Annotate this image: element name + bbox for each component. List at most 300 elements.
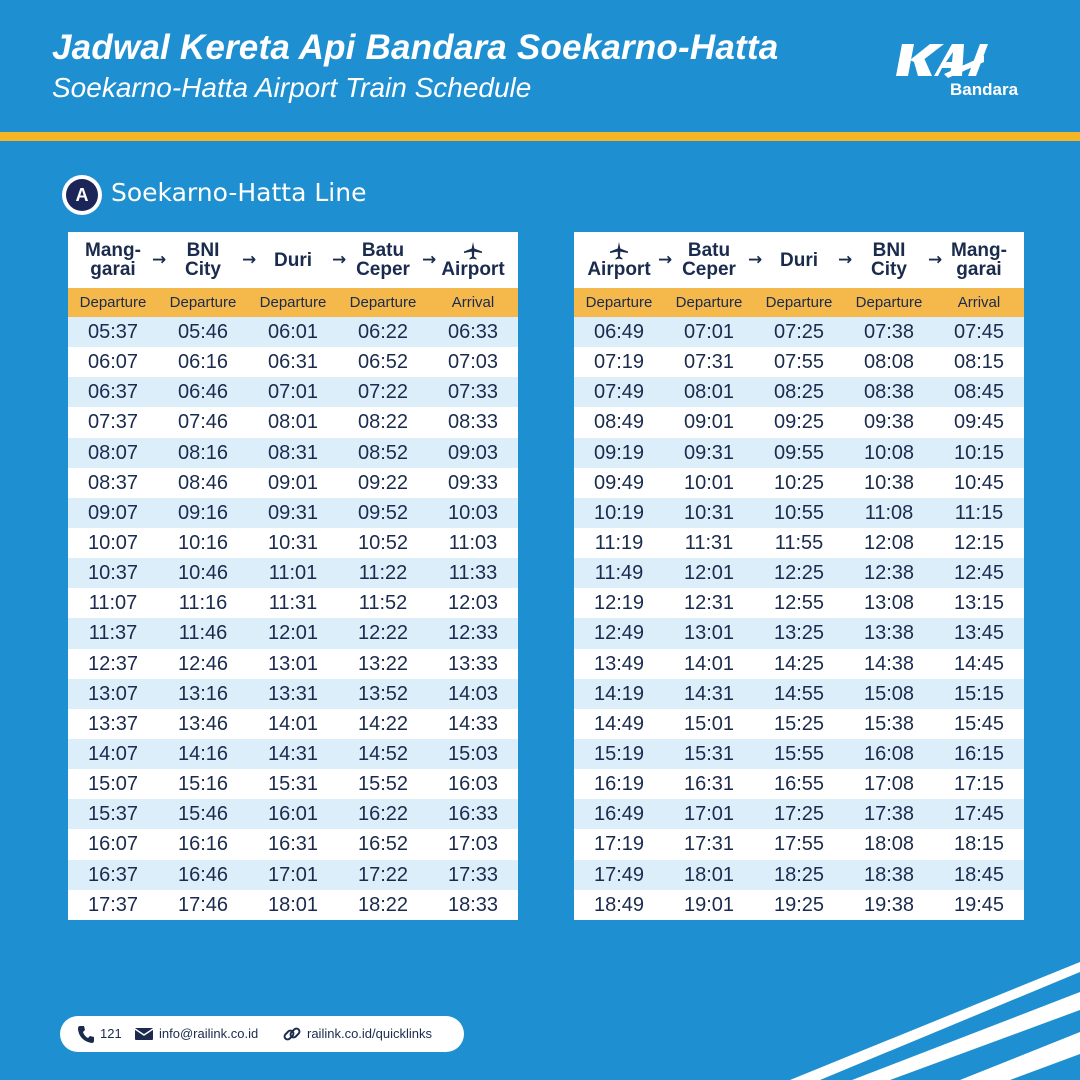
time-cell: 14:07 bbox=[87, 742, 139, 765]
time-cell: 13:38 bbox=[863, 622, 915, 645]
table-row bbox=[574, 890, 1024, 920]
time-cell: 07:46 bbox=[177, 411, 229, 434]
time-cell: 14:49 bbox=[593, 712, 645, 735]
station-name-line2: Ceper bbox=[356, 259, 410, 280]
time-cell: 14:55 bbox=[773, 682, 825, 705]
arrow-right-icon: → bbox=[242, 250, 257, 270]
time-cell: 13:25 bbox=[773, 622, 825, 645]
time-cell: 10:01 bbox=[683, 471, 735, 494]
time-cell: 09:19 bbox=[593, 441, 645, 464]
time-cell: 14:33 bbox=[447, 712, 499, 735]
arrow-right-icon: → bbox=[332, 250, 347, 270]
time-cell: 08:01 bbox=[683, 381, 735, 404]
station-header-row bbox=[68, 232, 518, 288]
time-cell: 09:16 bbox=[177, 501, 229, 524]
table-row bbox=[68, 498, 518, 528]
time-cell: 07:01 bbox=[683, 321, 735, 343]
table-row bbox=[574, 799, 1024, 829]
time-cell: 07:33 bbox=[447, 381, 499, 404]
contact-bar bbox=[60, 1016, 464, 1052]
table-row bbox=[574, 860, 1024, 890]
time-cell: 17:03 bbox=[447, 833, 499, 856]
table-row bbox=[68, 317, 518, 347]
airplane-icon bbox=[463, 242, 483, 260]
time-cell: 17:33 bbox=[447, 863, 499, 886]
time-cell: 12:55 bbox=[773, 592, 825, 615]
envelope-icon bbox=[134, 1024, 154, 1044]
time-cell: 17:15 bbox=[953, 773, 1005, 796]
airplane-icon bbox=[609, 242, 629, 260]
station-header bbox=[158, 232, 248, 288]
time-cell: 08:46 bbox=[177, 471, 229, 494]
time-cell: 15:31 bbox=[683, 742, 735, 765]
time-cell: 14:01 bbox=[683, 652, 735, 675]
time-cell: 07:31 bbox=[683, 351, 735, 374]
time-cell: 16:31 bbox=[683, 773, 735, 796]
contact-website[interactable]: railink.co.id/quicklinks bbox=[307, 1026, 432, 1041]
time-cell: 16:08 bbox=[863, 742, 915, 765]
time-cell: 10:46 bbox=[177, 562, 229, 585]
station-name-line1: Mang- bbox=[85, 240, 141, 261]
table-row bbox=[574, 829, 1024, 859]
table-row bbox=[574, 528, 1024, 558]
time-cell: 16:19 bbox=[593, 773, 645, 796]
station-header bbox=[248, 232, 338, 288]
schedule-table-inbound bbox=[574, 232, 1024, 920]
time-cell: 18:25 bbox=[773, 863, 825, 886]
time-cell: 15:08 bbox=[863, 682, 915, 705]
time-cell: 07:37 bbox=[87, 411, 139, 434]
time-cell: 12:46 bbox=[177, 652, 229, 675]
station-name-line2: Duri bbox=[780, 249, 818, 271]
time-cell: 12:03 bbox=[447, 592, 499, 615]
time-cell: 09:22 bbox=[357, 471, 409, 494]
station-name-line2: Airport bbox=[587, 258, 651, 280]
time-cell: 08:01 bbox=[267, 411, 319, 434]
time-cell: 09:31 bbox=[683, 441, 735, 464]
time-cell: 07:19 bbox=[593, 351, 645, 374]
time-cell: 07:49 bbox=[593, 381, 645, 404]
time-cell: 08:08 bbox=[863, 351, 915, 374]
table-row bbox=[68, 588, 518, 618]
time-cell: 14:01 bbox=[267, 712, 319, 735]
time-cell: 11:08 bbox=[864, 501, 914, 524]
time-cell: 13:01 bbox=[683, 622, 735, 645]
time-cell: 15:45 bbox=[953, 712, 1005, 735]
time-cell: 07:22 bbox=[357, 381, 409, 404]
time-cell: 10:25 bbox=[773, 471, 825, 494]
station-name-line2: City bbox=[871, 259, 907, 280]
table-row bbox=[574, 769, 1024, 799]
time-cell: 10:19 bbox=[593, 501, 645, 524]
table-row bbox=[574, 407, 1024, 437]
time-cell: 08:52 bbox=[357, 441, 409, 464]
table-row bbox=[574, 468, 1024, 498]
table-row bbox=[68, 558, 518, 588]
time-cell: 09:01 bbox=[267, 471, 319, 494]
time-cell: 16:01 bbox=[267, 803, 319, 826]
time-cell: 09:03 bbox=[447, 441, 499, 464]
time-cell: 09:49 bbox=[593, 471, 645, 494]
time-cell: 08:38 bbox=[863, 381, 915, 404]
station-header bbox=[754, 232, 844, 288]
time-cell: 10:31 bbox=[267, 531, 319, 554]
time-cell: 14:19 bbox=[593, 682, 645, 705]
time-cell: 19:38 bbox=[863, 893, 915, 916]
time-cell: 15:07 bbox=[87, 773, 139, 796]
time-cell: 17:01 bbox=[267, 863, 319, 886]
time-cell: 13:37 bbox=[87, 712, 139, 735]
time-cell: 15:46 bbox=[177, 803, 229, 826]
table-row bbox=[68, 407, 518, 437]
table-row bbox=[574, 347, 1024, 377]
time-cell: 10:03 bbox=[447, 501, 499, 524]
time-cell: 16:31 bbox=[267, 833, 319, 856]
direction-type-row bbox=[68, 288, 518, 317]
time-cell: 13:31 bbox=[267, 682, 319, 705]
table-row bbox=[574, 438, 1024, 468]
time-cell: 10:52 bbox=[357, 531, 409, 554]
time-cell: 10:37 bbox=[87, 562, 139, 585]
time-cell: 15:03 bbox=[447, 742, 499, 765]
time-cell: 07:45 bbox=[953, 321, 1005, 343]
table-row bbox=[68, 649, 518, 679]
time-cell: 12:33 bbox=[447, 622, 499, 645]
table-row bbox=[68, 468, 518, 498]
time-cell: 16:15 bbox=[953, 742, 1005, 765]
time-cell: 18:01 bbox=[683, 863, 735, 886]
time-cell: 13:33 bbox=[447, 652, 499, 675]
time-cell: 14:52 bbox=[357, 742, 409, 765]
arrow-right-icon: → bbox=[838, 250, 853, 270]
time-cell: 11:07 bbox=[88, 592, 138, 615]
station-header-row bbox=[574, 232, 1024, 288]
table-row bbox=[68, 709, 518, 739]
time-cell: 16:22 bbox=[357, 803, 409, 826]
station-header bbox=[68, 232, 158, 288]
time-cell: 16:37 bbox=[87, 863, 139, 886]
time-cell: 13:01 bbox=[267, 652, 319, 675]
table-row bbox=[68, 377, 518, 407]
time-cell: 06:37 bbox=[87, 381, 139, 404]
station-header bbox=[664, 232, 754, 288]
table-row bbox=[574, 317, 1024, 347]
time-cell: 12:15 bbox=[953, 531, 1005, 554]
time-cell: 09:25 bbox=[773, 411, 825, 434]
time-cell: 15:52 bbox=[357, 773, 409, 796]
time-cell: 16:55 bbox=[773, 773, 825, 796]
station-name-line2: Duri bbox=[274, 249, 312, 271]
column-type-label: Arrival bbox=[451, 294, 495, 311]
time-cell: 13:07 bbox=[87, 682, 139, 705]
station-name-line1: BNI bbox=[186, 240, 220, 261]
time-cell: 08:33 bbox=[447, 411, 499, 434]
time-cell: 06:46 bbox=[177, 381, 229, 404]
time-cell: 17:08 bbox=[863, 773, 915, 796]
time-cell: 10:08 bbox=[863, 441, 915, 464]
time-cell: 15:38 bbox=[863, 712, 915, 735]
column-type-label: Departure bbox=[349, 294, 417, 311]
time-cell: 11:55 bbox=[774, 531, 824, 554]
time-cell: 05:37 bbox=[87, 321, 139, 343]
column-type-label: Departure bbox=[169, 294, 237, 311]
time-cell: 16:16 bbox=[177, 833, 229, 856]
time-cell: 09:33 bbox=[447, 471, 499, 494]
table-row bbox=[68, 860, 518, 890]
time-cell: 08:45 bbox=[953, 381, 1005, 404]
table-row bbox=[68, 890, 518, 920]
accent-bar bbox=[0, 132, 1080, 141]
time-cell: 06:22 bbox=[357, 321, 409, 343]
time-cell: 09:38 bbox=[863, 411, 915, 434]
time-cell: 10:38 bbox=[863, 471, 915, 494]
time-cell: 09:52 bbox=[357, 501, 409, 524]
table-row bbox=[68, 739, 518, 769]
column-type-label: Departure bbox=[855, 294, 923, 311]
time-cell: 06:01 bbox=[267, 321, 319, 343]
column-type-label: Arrival bbox=[957, 294, 1001, 311]
line-name: Soekarno-Hatta Line bbox=[111, 178, 367, 207]
time-cell: 05:46 bbox=[177, 321, 229, 343]
time-cell: 06:49 bbox=[593, 321, 645, 343]
station-name-line1: Batu bbox=[361, 240, 405, 261]
table-row bbox=[68, 679, 518, 709]
table-row bbox=[68, 528, 518, 558]
station-name-line2: City bbox=[185, 259, 221, 280]
time-cell: 17:45 bbox=[953, 803, 1005, 826]
time-cell: 18:15 bbox=[953, 833, 1005, 856]
table-row bbox=[68, 618, 518, 648]
time-cell: 19:01 bbox=[683, 893, 735, 916]
table-row bbox=[68, 799, 518, 829]
table-row bbox=[68, 438, 518, 468]
time-cell: 17:01 bbox=[683, 803, 735, 826]
time-cell: 13:49 bbox=[593, 652, 645, 675]
station-name-line1: Mang- bbox=[951, 240, 1007, 261]
time-cell: 12:19 bbox=[593, 592, 645, 615]
time-cell: 18:01 bbox=[267, 893, 319, 916]
time-cell: 18:49 bbox=[593, 893, 645, 916]
time-cell: 14:45 bbox=[953, 652, 1005, 675]
table-row bbox=[574, 558, 1024, 588]
time-cell: 12:38 bbox=[863, 562, 915, 585]
time-cell: 10:07 bbox=[87, 531, 139, 554]
time-cell: 17:46 bbox=[177, 893, 229, 916]
time-cell: 12:25 bbox=[773, 562, 825, 585]
time-cell: 13:46 bbox=[177, 712, 229, 735]
time-cell: 11:15 bbox=[954, 501, 1004, 524]
time-cell: 16:03 bbox=[447, 773, 499, 796]
time-cell: 11:19 bbox=[594, 531, 644, 554]
station-header bbox=[934, 232, 1024, 288]
time-cell: 14:22 bbox=[357, 712, 409, 735]
time-cell: 08:25 bbox=[773, 381, 825, 404]
time-cell: 08:49 bbox=[593, 411, 645, 434]
time-cell: 14:16 bbox=[177, 742, 229, 765]
arrow-right-icon: → bbox=[928, 250, 943, 270]
time-cell: 12:37 bbox=[87, 652, 139, 675]
time-cell: 16:49 bbox=[593, 803, 645, 826]
time-cell: 12:01 bbox=[267, 622, 319, 645]
page-title: Jadwal Kereta Api Bandara Soekarno-Hatta bbox=[52, 28, 779, 67]
schedule-table-outbound bbox=[68, 232, 518, 920]
time-cell: 07:55 bbox=[773, 351, 825, 374]
time-cell: 09:31 bbox=[267, 501, 319, 524]
time-cell: 11:31 bbox=[684, 531, 734, 554]
station-header bbox=[574, 232, 664, 288]
table-row bbox=[574, 649, 1024, 679]
time-cell: 19:25 bbox=[773, 893, 825, 916]
time-cell: 16:46 bbox=[177, 863, 229, 886]
time-cell: 16:33 bbox=[447, 803, 499, 826]
table-row bbox=[574, 709, 1024, 739]
column-type-label: Departure bbox=[585, 294, 653, 311]
time-cell: 11:52 bbox=[358, 592, 408, 615]
line-badge-letter: A bbox=[66, 179, 98, 211]
time-cell: 18:33 bbox=[447, 893, 499, 916]
table-row bbox=[574, 679, 1024, 709]
time-cell: 08:22 bbox=[357, 411, 409, 434]
contact-email[interactable]: info@railink.co.id bbox=[159, 1026, 259, 1041]
time-cell: 11:01 bbox=[268, 562, 318, 585]
time-cell: 13:15 bbox=[953, 592, 1005, 615]
time-cell: 17:25 bbox=[773, 803, 825, 826]
time-cell: 11:49 bbox=[594, 562, 644, 585]
line-badge bbox=[62, 175, 102, 215]
time-cell: 17:49 bbox=[593, 863, 645, 886]
time-cell: 13:08 bbox=[863, 592, 915, 615]
time-cell: 07:01 bbox=[267, 381, 319, 404]
time-cell: 08:37 bbox=[87, 471, 139, 494]
time-cell: 07:03 bbox=[447, 351, 499, 374]
column-type-label: Departure bbox=[259, 294, 327, 311]
time-cell: 18:45 bbox=[953, 863, 1005, 886]
time-cell: 12:31 bbox=[683, 592, 735, 615]
time-cell: 10:55 bbox=[773, 501, 825, 524]
time-cell: 12:49 bbox=[593, 622, 645, 645]
time-cell: 17:38 bbox=[863, 803, 915, 826]
decorative-stripes bbox=[760, 950, 1080, 1080]
time-cell: 18:22 bbox=[357, 893, 409, 916]
time-cell: 13:45 bbox=[953, 622, 1005, 645]
link-icon bbox=[282, 1024, 302, 1044]
time-cell: 13:52 bbox=[357, 682, 409, 705]
time-cell: 11:31 bbox=[268, 592, 318, 615]
time-cell: 07:38 bbox=[863, 321, 915, 343]
time-cell: 17:19 bbox=[593, 833, 645, 856]
time-cell: 17:31 bbox=[683, 833, 735, 856]
direction-type-row bbox=[574, 288, 1024, 317]
station-header bbox=[338, 232, 428, 288]
time-cell: 16:52 bbox=[357, 833, 409, 856]
time-cell: 12:01 bbox=[683, 562, 735, 585]
arrow-right-icon: → bbox=[152, 250, 167, 270]
time-cell: 08:07 bbox=[87, 441, 139, 464]
header bbox=[0, 0, 1080, 132]
time-cell: 19:45 bbox=[953, 893, 1005, 916]
time-cell: 14:31 bbox=[267, 742, 319, 765]
table-row bbox=[574, 498, 1024, 528]
time-cell: 06:52 bbox=[357, 351, 409, 374]
time-cell: 14:31 bbox=[683, 682, 735, 705]
time-cell: 11:33 bbox=[448, 562, 498, 585]
time-cell: 07:25 bbox=[773, 321, 825, 343]
station-name-line2: garai bbox=[956, 259, 1002, 280]
arrow-right-icon: → bbox=[658, 250, 673, 270]
time-cell: 08:16 bbox=[177, 441, 229, 464]
time-cell: 06:31 bbox=[267, 351, 319, 374]
time-cell: 11:03 bbox=[448, 531, 498, 554]
time-cell: 14:38 bbox=[863, 652, 915, 675]
time-cell: 06:16 bbox=[177, 351, 229, 374]
table-row bbox=[68, 829, 518, 859]
contact-phone: 121 bbox=[100, 1026, 122, 1041]
time-cell: 11:22 bbox=[358, 562, 408, 585]
table-row bbox=[574, 588, 1024, 618]
time-cell: 11:37 bbox=[88, 622, 138, 645]
time-cell: 10:15 bbox=[953, 441, 1005, 464]
arrow-right-icon: → bbox=[748, 250, 763, 270]
time-cell: 10:31 bbox=[683, 501, 735, 524]
station-name-line2: garai bbox=[90, 259, 136, 280]
time-cell: 06:33 bbox=[447, 321, 499, 343]
station-name-line2: Ceper bbox=[682, 259, 736, 280]
time-cell: 17:37 bbox=[87, 893, 139, 916]
time-cell: 09:01 bbox=[683, 411, 735, 434]
time-cell: 11:46 bbox=[178, 622, 228, 645]
table-row bbox=[574, 618, 1024, 648]
time-cell: 08:31 bbox=[267, 441, 319, 464]
table-row bbox=[68, 769, 518, 799]
time-cell: 15:19 bbox=[593, 742, 645, 765]
time-cell: 09:07 bbox=[87, 501, 139, 524]
arrow-right-icon: → bbox=[422, 250, 437, 270]
station-header bbox=[844, 232, 934, 288]
time-cell: 10:16 bbox=[177, 531, 229, 554]
table-row bbox=[68, 347, 518, 377]
time-cell: 17:55 bbox=[773, 833, 825, 856]
time-cell: 13:22 bbox=[357, 652, 409, 675]
time-cell: 12:22 bbox=[357, 622, 409, 645]
column-type-label: Departure bbox=[765, 294, 833, 311]
station-name-line2: Airport bbox=[441, 258, 505, 280]
time-cell: 15:25 bbox=[773, 712, 825, 735]
time-cell: 18:08 bbox=[863, 833, 915, 856]
station-header bbox=[428, 232, 518, 288]
page-subtitle: Soekarno-Hatta Airport Train Schedule bbox=[52, 72, 532, 103]
time-cell: 09:55 bbox=[773, 441, 825, 464]
time-cell: 15:01 bbox=[683, 712, 735, 735]
time-cell: 06:07 bbox=[87, 351, 139, 374]
time-cell: 08:15 bbox=[953, 351, 1005, 374]
time-cell: 15:16 bbox=[177, 773, 229, 796]
time-cell: 15:15 bbox=[953, 682, 1005, 705]
time-cell: 12:45 bbox=[953, 562, 1005, 585]
time-cell: 13:16 bbox=[177, 682, 229, 705]
table-row bbox=[574, 739, 1024, 769]
time-cell: 16:07 bbox=[87, 833, 139, 856]
station-name-line1: Batu bbox=[687, 240, 731, 261]
time-cell: 15:37 bbox=[87, 803, 139, 826]
time-cell: 12:08 bbox=[863, 531, 915, 554]
time-cell: 15:55 bbox=[773, 742, 825, 765]
phone-icon bbox=[76, 1024, 96, 1044]
time-cell: 10:45 bbox=[953, 471, 1005, 494]
column-type-label: Departure bbox=[675, 294, 743, 311]
station-name-line1: BNI bbox=[872, 240, 906, 261]
time-cell: 15:31 bbox=[267, 773, 319, 796]
time-cell: 09:45 bbox=[953, 411, 1005, 434]
